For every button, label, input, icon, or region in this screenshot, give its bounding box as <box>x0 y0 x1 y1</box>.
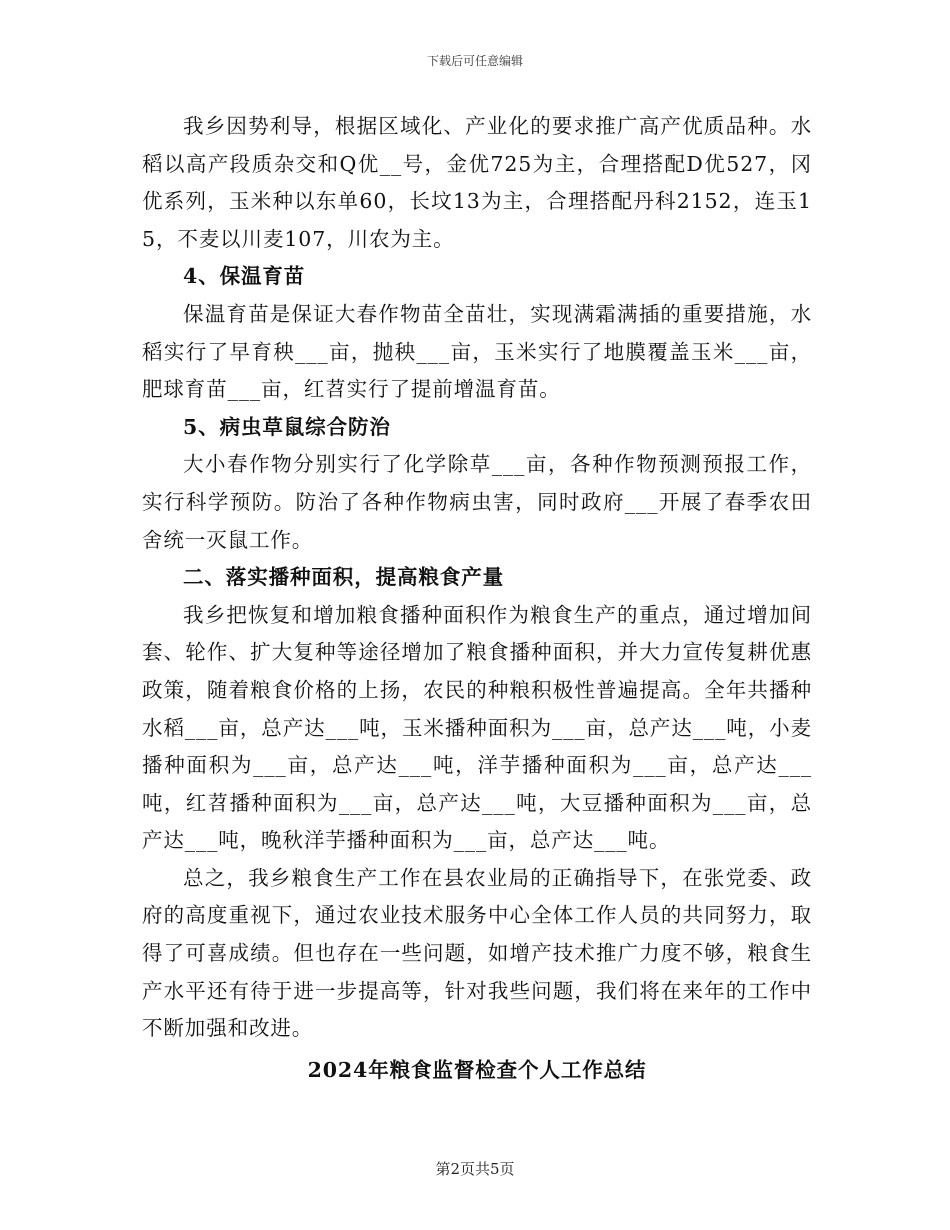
paragraph-seed-varieties: 我乡因势利导，根据区域化、产业化的要求推广高产优质品种。水稻以高产段质杂交和Q优__号，金优725为主，合理搭配D优527，冈优系列，玉米种以东单60，长坟13为主，合理搭配丹科2152，连玉15，不麦以川麦107，川农为主。 <box>142 114 812 251</box>
paragraph-conclusion: 总之，我乡粮食生产工作在县农业局的正确指导下，在张党委、政府的高度重视下，通过农业技术服务中心全体工作人员的共同努力，取得了可喜成绩。但也存在一些问题，如增产技术推广力度不够，粮食生产水平还有待于进一步提高等，针对我些问题，我们将在来年的工作中不断加强和改进。 <box>142 865 812 1041</box>
document-body <box>142 108 812 1089</box>
paragraph-seedling-insulation: 保温育苗是保证大春作物苗全苗壮，实现满霜满插的重要措施，水稻实行了早育秧___亩，抛秧___亩，玉米实行了地膜覆盖玉米___亩，肥球育苗___亩，红苕实行了提前增温育苗。 <box>142 301 812 402</box>
heading-section-two: 二、落实播种面积，提高粮食产量 <box>183 565 504 590</box>
heading-pest-control: 5、病虫草鼠综合防治 <box>183 414 391 439</box>
next-document-title: 2024年粮食监督检查个人工作总结 <box>307 1057 647 1082</box>
page-number: 第2页共5页 <box>435 1160 515 1178</box>
paragraph-pest-control: 大小春作物分别实行了化学除草___亩，各种作物预测预报工作，实行科学预防。防治了各种作物病虫害，同时政府___开展了春季农田舍统一灭鼠工作。 <box>142 452 812 552</box>
heading-seedling-insulation: 4、保温育苗 <box>183 264 306 289</box>
page-header: 下载后可任意编辑 <box>426 54 523 68</box>
paragraph-planting-area: 我乡把恢复和增加粮食播种面积作为粮食生产的重点，通过增加间套、轮作、扩大复种等途径增加了粮食播种面积，并大力宣传复耕优惠政策，随着粮食价格的上扬，农民的种粮积极性普遍提高。全年共播种水稻___亩，总产达___吨，玉米播种面积为___亩，总产达___吨，小麦播种面积为___亩，总产达___吨，洋芋播种面积为___亩，总产达___吨，红苕播种面积为___亩，总产达___吨，大豆播种面积为___亩，总产达___吨，晚秋洋芋播种面积为___亩，总产达___吨。 <box>142 602 812 853</box>
